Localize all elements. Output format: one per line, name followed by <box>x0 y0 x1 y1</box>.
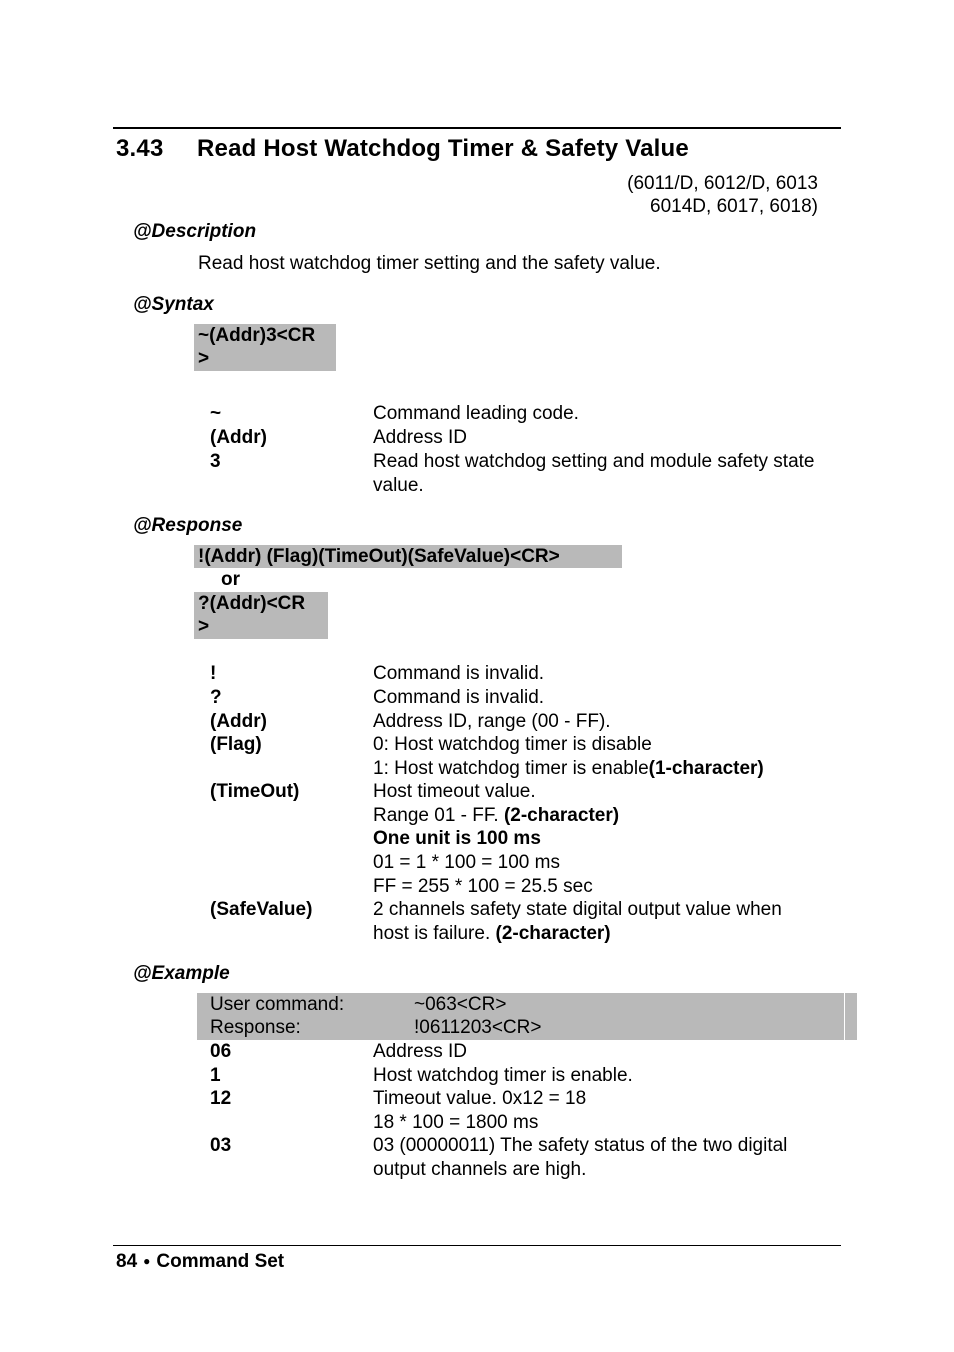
response-valid-box <box>194 545 622 568</box>
example-heading: @Example <box>133 963 230 984</box>
param-value-bold: (2-character) <box>495 923 611 944</box>
example-response-value: !0611203<CR> <box>414 1017 542 1038</box>
param-key: (SafeValue) <box>210 899 313 920</box>
param-key: 03 <box>210 1135 232 1156</box>
param-key: (Flag) <box>210 734 262 755</box>
param-value <box>373 804 619 828</box>
param-key: ? <box>210 687 222 708</box>
footer-rule <box>113 1245 841 1246</box>
response-invalid-line-1: ?(Addr)<CR <box>198 593 306 614</box>
param-value: Timeout value. 0x12 = 18 <box>373 1088 587 1109</box>
param-value-bold: (1-character) <box>648 758 764 779</box>
param-value: FF = 255 * 100 = 25.5 sec <box>373 876 593 897</box>
param-key: 1 <box>210 1065 221 1086</box>
param-value <box>373 757 764 781</box>
param-value: Address ID, range (00 - FF). <box>373 711 611 732</box>
param-key: ~ <box>210 403 222 424</box>
param-key: (TimeOut) <box>210 781 300 802</box>
param-value: 0: Host watchdog timer is disable <box>373 734 652 755</box>
param-value-text: Range 01 - FF. <box>373 805 504 826</box>
syntax-command-line-1: ~(Addr)3<CR <box>198 325 316 346</box>
param-value: Host timeout value. <box>373 781 536 802</box>
description-text: Read host watchdog timer setting and the safety value. <box>198 253 661 274</box>
param-value: 01 = 1 * 100 = 100 ms <box>373 852 560 873</box>
param-value-text: host is failure. <box>373 923 496 944</box>
example-response-label: Response: <box>210 1017 301 1038</box>
param-value: Host watchdog timer is enable. <box>373 1065 633 1086</box>
syntax-command-box <box>194 324 336 371</box>
example-user-label: User command: <box>210 994 345 1015</box>
param-value: Address ID <box>373 427 467 448</box>
bullet-icon: ● <box>143 1254 151 1268</box>
param-key: ! <box>210 663 217 684</box>
param-value: Command leading code. <box>373 403 579 424</box>
footer-section: Command Set <box>156 1251 285 1272</box>
page-footer <box>116 1251 284 1273</box>
example-response-row <box>197 1017 844 1040</box>
response-invalid-line-2: > <box>198 616 210 637</box>
param-value: 03 (00000011) The safety status of the two digital <box>373 1135 788 1156</box>
param-key: (Addr) <box>210 427 267 448</box>
syntax-command-line-2: > <box>198 348 210 369</box>
param-value: output channels are high. <box>373 1159 587 1180</box>
param-value: 2 channels safety state digital output value when <box>373 899 782 920</box>
response-heading: @Response <box>133 515 243 536</box>
response-invalid-box <box>194 592 328 639</box>
model-list-line-1: (6011/D, 6012/D, 6013 <box>627 173 818 194</box>
page-number: 84 <box>116 1251 138 1272</box>
param-value: value. <box>373 475 424 496</box>
section-title <box>116 135 689 163</box>
param-value-bold: (2-character) <box>503 805 620 826</box>
example-user-row <box>197 993 844 1017</box>
section-number: 3.43 <box>116 135 164 162</box>
example-user-value: ~063<CR> <box>414 994 507 1015</box>
top-rule <box>113 127 841 129</box>
response-valid-text: !(Addr) (Flag)(TimeOut)(SafeValue)<CR> <box>198 546 560 567</box>
param-value: Command is invalid. <box>373 687 545 708</box>
param-value: Command is invalid. <box>373 663 545 684</box>
param-key: 06 <box>210 1041 232 1062</box>
section-title-text: Read Host Watchdog Timer & Safety Value <box>197 135 689 162</box>
param-key: 3 <box>210 451 221 472</box>
model-list-line-2: 6014D, 6017, 6018) <box>650 196 818 217</box>
response-or: or <box>221 569 240 590</box>
model-list <box>560 172 818 218</box>
syntax-heading: @Syntax <box>133 294 214 315</box>
param-key: (Addr) <box>210 711 267 732</box>
example-table-edge <box>844 1017 857 1040</box>
param-value: 18 * 100 = 1800 ms <box>373 1112 539 1133</box>
param-value-bold: One unit is 100 ms <box>373 828 541 849</box>
param-key: 12 <box>210 1088 232 1109</box>
example-table-edge <box>844 993 857 1017</box>
param-value <box>373 922 611 946</box>
param-value: Address ID <box>373 1041 467 1062</box>
param-value: Read host watchdog setting and module safety state <box>373 451 815 472</box>
param-value-text: 1: Host watchdog timer is enable <box>373 758 649 779</box>
description-heading: @Description <box>133 221 257 242</box>
